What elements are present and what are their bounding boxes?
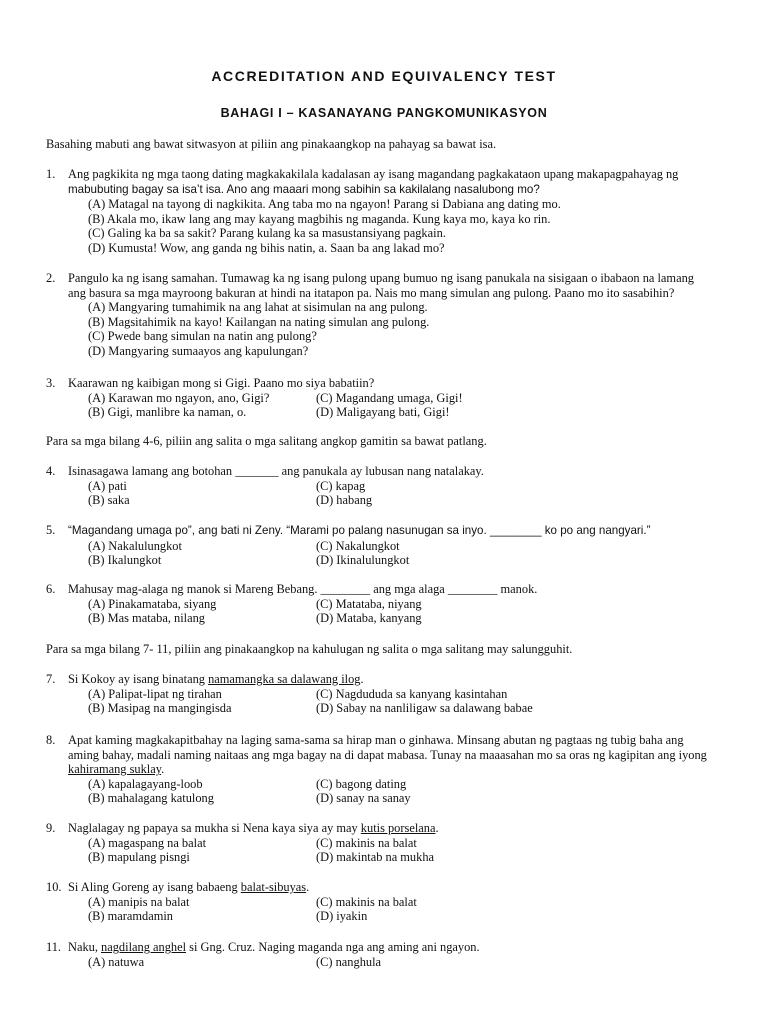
instructions-4-6: Para sa mga bilang 4-6, piliin ang salita o mga salitang angkop gamitin sa bawat patlang. xyxy=(46,434,487,448)
answer-option[interactable]: (A) Mangyaring tumahimik na ang lahat at sisimulan na ang pulong. xyxy=(88,300,428,315)
question-text-line: ang basura sa mga mayroong bakuran at hindi na itatapon pa. Nais mo mang simulan ang pulong. Paano mo ito sasabihin? xyxy=(68,285,675,300)
question-number: 2. xyxy=(46,271,56,285)
answer-option[interactable]: (B) mapulang pisngi xyxy=(88,850,190,865)
answer-option[interactable]: (D) Ikinalulungkot xyxy=(316,553,410,568)
question-text-end: . xyxy=(360,672,364,686)
general-instructions: Basahing mabuti ang bawat sitwasyon at piliin ang pinakaangkop na pahayag sa bawat isa. xyxy=(46,137,497,151)
question-number: 6. xyxy=(46,582,56,596)
question-9 xyxy=(46,821,726,865)
answer-option[interactable]: (C) Magandang umaga, Gigi! xyxy=(316,390,463,405)
question-6 xyxy=(46,582,726,626)
question-stem xyxy=(46,672,726,687)
question-text-end: si Gng. Cruz. Naging maganda nga ang aming ani ngayon. xyxy=(186,940,480,954)
underlined-phrase: kahiramang suklay xyxy=(68,762,162,777)
underlined-phrase: namamangka sa dalawang ilog xyxy=(208,672,361,686)
question-stem xyxy=(46,271,726,300)
question-text: Si Aling Goreng ay isang babaeng xyxy=(68,880,241,894)
question-stem xyxy=(46,940,726,955)
answer-option[interactable]: (A) Karawan mo ngayon, ano, Gigi? xyxy=(88,390,270,405)
question-number: 4. xyxy=(46,464,56,478)
answer-option[interactable]: (A) Palipat-lipat ng tirahan xyxy=(88,686,222,701)
question-number: 5. xyxy=(46,523,56,537)
answer-options xyxy=(88,777,726,806)
answer-option[interactable]: (D) sanay na sanay xyxy=(316,791,411,806)
underlined-phrase: kutis porselana xyxy=(360,821,436,835)
question-11 xyxy=(46,940,726,969)
question-text-line: aming bahay, madali naming naitaas ang mga bagay na di dapat mabasa. Tunay na maaasahan mo sa oras ng kagipitan ang iyong xyxy=(68,747,707,762)
answer-option[interactable]: (D) Kumusta! Wow, ang ganda ng bihis natin, a. Saan ba ang lakad mo? xyxy=(88,240,445,255)
answer-options xyxy=(88,955,726,970)
question-stem xyxy=(46,880,726,895)
answer-option[interactable]: (C) bagong dating xyxy=(316,776,407,791)
answer-option[interactable]: (D) Mangyaring sumaayos ang kapulungan? xyxy=(88,343,309,358)
question-number: 8. xyxy=(46,733,56,747)
question-stem xyxy=(46,167,726,197)
answer-option[interactable]: (C) Nakalungkot xyxy=(316,538,400,553)
answer-option[interactable]: (D) Mataba, kanyang xyxy=(316,611,422,626)
answer-option[interactable]: (C) Galing ka ba sa sakit? Parang kulang ka sa masustansiyang pagkain. xyxy=(88,226,446,241)
question-text: Si Kokoy ay isang binatang xyxy=(68,672,209,686)
answer-option[interactable]: (D) Sabay na nanliligaw sa dalawang babae xyxy=(316,701,533,716)
question-4 xyxy=(46,464,726,508)
answer-option[interactable]: (C) Pwede bang simulan na natin ang pulong? xyxy=(88,329,317,344)
answer-option[interactable]: (D) Maligayang bati, Gigi! xyxy=(316,405,450,420)
question-stem xyxy=(46,464,726,479)
answer-options xyxy=(88,597,726,626)
answer-options xyxy=(88,895,726,924)
question-text: Isinasagawa lamang ang botohan _______ ang panukala ay lubusan nang natalakay. xyxy=(68,464,484,478)
answer-option[interactable]: (B) Magsitahimik na kayo! Kailangan na nating simulan ang pulong. xyxy=(88,314,430,329)
answer-option[interactable]: (B) mahalagang katulong xyxy=(88,791,214,806)
answer-option[interactable]: (C) Nagdududa sa kanyang kasintahan xyxy=(316,686,508,701)
question-text-line: Pangulo ka ng isang samahan. Tumawag ka ng isang pulong upang bumuo ng isang panukala na sisigaan o ibabaon na lamang xyxy=(68,271,694,285)
answer-options xyxy=(88,539,726,568)
question-number: 9. xyxy=(46,821,56,835)
question-text-end: . xyxy=(306,880,310,894)
question-text-line: mabubuting bagay sa isa’t isa. Ano ang maaari mong sabihin sa kakilalang nasalubong mo? xyxy=(68,182,540,196)
answer-option[interactable]: (A) pati xyxy=(88,478,127,493)
question-text-line: Ang pagkikita ng mga taong dating magkakakilala kadalasan ay isang magandang pagkakataon upang makapagpahayag ng xyxy=(68,167,679,181)
instructions-7-11: Para sa mga bilang 7- 11, piliin ang pinakaangkop na kahulugan ng salita o mga salitang may salungguhit. xyxy=(46,642,573,656)
question-number: 11. xyxy=(46,940,62,954)
answer-options xyxy=(88,836,726,865)
answer-options xyxy=(88,300,726,358)
answer-option[interactable]: (B) Akala mo, ikaw lang ang may kayang magbihis ng maganda. Kung kaya mo, kaya ko rin. xyxy=(88,211,551,226)
answer-option[interactable]: (C) Matataba, niyang xyxy=(316,596,422,611)
answer-option[interactable]: (A) magaspang na balat xyxy=(88,835,207,850)
question-number: 1. xyxy=(46,167,56,181)
answer-option[interactable]: (B) Ikalungkot xyxy=(88,553,162,568)
question-10 xyxy=(46,880,726,924)
question-stem xyxy=(46,733,726,777)
question-stem xyxy=(46,376,726,391)
answer-option[interactable]: (D) iyakin xyxy=(316,909,368,924)
question-text-end: . xyxy=(435,821,439,835)
question-text: Mahusay mag-alaga ng manok si Mareng Bebang. ________ ang mga alaga ________ manok. xyxy=(68,582,538,596)
answer-option[interactable]: (A) Nakalulungkot xyxy=(88,538,182,553)
question-number: 10. xyxy=(46,880,62,894)
question-8 xyxy=(46,733,726,806)
answer-option[interactable]: (B) maramdamin xyxy=(88,909,173,924)
answer-option[interactable]: (B) Mas mataba, nilang xyxy=(88,611,205,626)
answer-option[interactable]: (B) saka xyxy=(88,493,130,508)
answer-option[interactable]: (C) makinis na balat xyxy=(316,894,417,909)
section-title: BAHAGI I – KASANAYANG PANGKOMUNIKASYON xyxy=(220,106,548,120)
answer-option[interactable]: (C) makinis na balat xyxy=(316,835,417,850)
question-7 xyxy=(46,672,726,716)
answer-option[interactable]: (C) nanghula xyxy=(316,954,382,969)
question-text: “Magandang umaga po”, ang bati ni Zeny. “Marami po palang nasunugan sa inyo. ________ ko po ang nangyari.” xyxy=(68,524,651,537)
answer-options xyxy=(88,479,726,508)
answer-option[interactable]: (A) Matagal na tayong di nagkikita. Ang taba mo na ngayon! Parang si Dabiana ang dating mo. xyxy=(88,197,561,212)
exam-title: ACCREDITATION AND EQUIVALENCY TEST xyxy=(211,68,557,84)
question-3 xyxy=(46,376,726,420)
underlined-phrase: nagdilang anghel xyxy=(101,940,187,954)
answer-options xyxy=(88,391,726,420)
question-text-line: Apat kaming magkakapitbahay na laging sama-sama sa hirap man o ginhawa. Minsang abutan ng pagtaas ng tubig baha ang xyxy=(68,733,684,747)
answer-option[interactable]: (A) Pinakamataba, siyang xyxy=(88,596,217,611)
question-number: 3. xyxy=(46,376,56,390)
question-number: 7. xyxy=(46,672,56,686)
question-stem xyxy=(46,582,726,597)
question-2 xyxy=(46,271,726,359)
question-1 xyxy=(46,167,726,256)
question-text-end: . xyxy=(161,762,165,777)
underlined-phrase: balat-sibuyas xyxy=(240,880,307,894)
question-stem xyxy=(46,523,726,539)
answer-option[interactable]: (C) kapag xyxy=(316,478,366,493)
answer-option[interactable]: (D) habang xyxy=(316,493,373,508)
answer-option[interactable]: (B) Gigi, manlibre ka naman, o. xyxy=(88,405,247,420)
question-text: Kaarawan ng kaibigan mong si Gigi. Paano mo siya babatiin? xyxy=(68,376,375,390)
answer-option[interactable]: (B) Masipag na mangingisda xyxy=(88,701,232,716)
answer-options xyxy=(88,687,726,716)
answer-option[interactable]: (D) makintab na mukha xyxy=(316,850,435,865)
answer-option[interactable]: (A) kapalagayang-loob xyxy=(88,776,203,791)
answer-option[interactable]: (A) manipis na balat xyxy=(88,894,190,909)
question-text: Naglalagay ng papaya sa mukha si Nena kaya siya ay may xyxy=(68,821,361,835)
answer-options xyxy=(88,197,726,255)
question-5 xyxy=(46,523,726,568)
question-stem xyxy=(46,821,726,836)
question-text: Naku, xyxy=(68,940,102,954)
answer-option[interactable]: (A) natuwa xyxy=(88,954,145,969)
